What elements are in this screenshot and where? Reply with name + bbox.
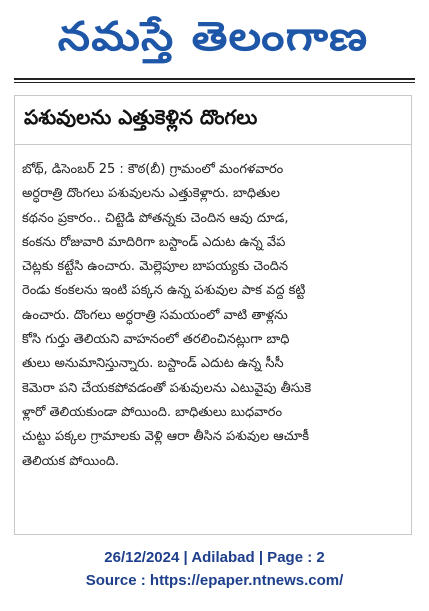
article-line: తెలియక పోయింది. [22,453,120,469]
footer-source-link[interactable]: Source : https://epaper.ntnews.com/ [85,572,344,589]
headline-divider [14,144,412,145]
article-line: అర్ధరాత్రి దొంగలు పశువులను ఎత్తుకెళ్లారు. బాధితుల [22,186,280,202]
article-line: ళ్లారో తెలియకుండా పోయింది. బాధితులు బుధవారం [22,404,283,420]
article-line: కంకను రోజువారి మాదిరిగా బస్టాండ్ ఎదుట ఉన్న వేప [22,234,286,250]
article-line: బోథ్, డిసెంబర్ 25 : కౌఠ(బీ) గ్రామంలో మంగళవారం [22,162,284,177]
article-line: కథనం ప్రకారం.. చిట్టెడి పోతన్నకు చెందిన ఆవు దూడ, [22,210,289,226]
article-headline: పశువులను ఎత్తుకెళ్లిన దొంగలు [24,105,258,129]
masthead-title: నమస్తే తెలంగాణ [57,14,369,60]
newspaper-masthead [14,6,412,68]
masthead-rule-thick [14,78,415,80]
article-line: ఉంచారు. దొంగలు అర్ధరాత్రి సమయంలో వాటి తాళ్లను [22,307,288,323]
article-line: కోసి గుర్తు తెలియని వాహనంలో తరలించినట్లుగా బాధి [22,332,290,348]
article-body [22,158,407,474]
article-line: తులు అనుమానిస్తున్నారు. బస్టాండ్ ఎదుట ఉన్న సీసీ [22,356,284,372]
footer-date-edition: 26/12/2024 | Adilabad | Page : 2 [104,549,325,566]
article-line: రెండు కంకలను ఇంటి పక్కన ఉన్న పశువుల పాక వద్ద కట్టి [22,283,306,299]
article-line: చెట్లకు కట్టేసి ఉంచారు. మెల్లెపూల బాపయ్యకు చెందిన [22,259,289,275]
article-line: కెమెరా పని చేయకపోవడంతో పశువులను ఎటువైపు తీసుకె [22,380,312,396]
article-line: చుట్టు పక్కల గ్రామాలకు వెళ్లి ఆరా తీసిన పశువుల ఆచూకీ [22,429,310,445]
masthead-rule-thin [14,82,415,83]
